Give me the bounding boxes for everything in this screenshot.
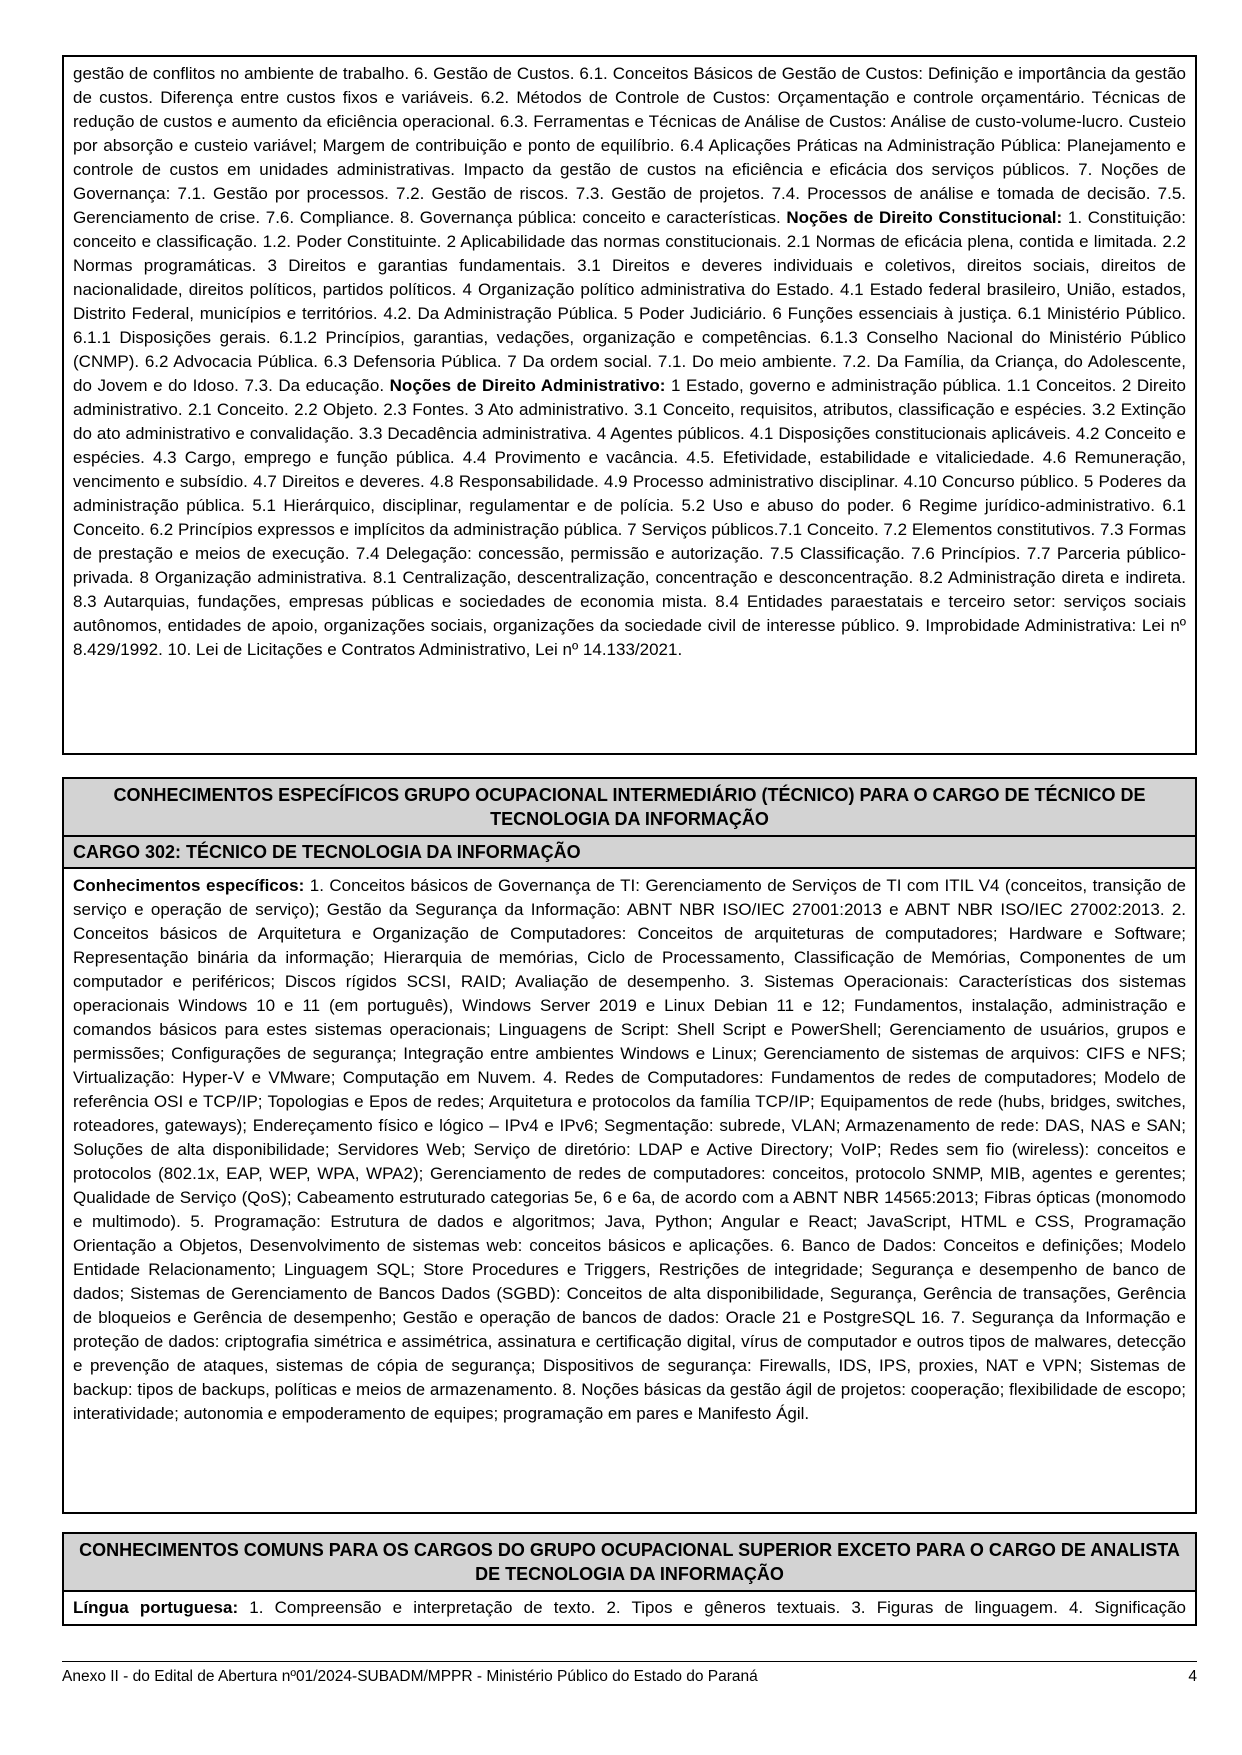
lingua-portuguesa-row: Língua portuguesa: 1. Compreensão e interpretação de texto. 2. Tipos e gêneros textuais. 3. Figuras de linguagem. 4. Significação: [64, 1592, 1195, 1624]
page-content: [62, 55, 1197, 1626]
cargo-302-row: CARGO 302: TÉCNICO DE TECNOLOGIA DA INFORMAÇÃO: [64, 837, 1195, 869]
table-conhecimentos-especificos-tecnico: [62, 777, 1197, 1514]
table-conhecimentos-comuns-superior: [62, 1532, 1197, 1626]
continuation-paragraph-box: gestão de conflitos no ambiente de trabalho. 6. Gestão de Custos. 6.1. Conceitos Básicos de Gestão de Custos: Definição e importância da gestão de custos. Diferença entre custos fixos e variáveis. 6.2. Métodos de Controle de Custos: Orçamentação e controle orçamentário. Técnicas de redução de custos e aumento da eficiência operacional. 6.3. Ferramentas e Técnicas de Análise de Custos: Análise de custo-volume-lucro. Custeio por absorção e custeio variável; Margem de contribuição e ponto de equilíbrio. 6.4 Aplicações Práticas na Administração Pública: Planejamento e controle de custos em unidades administrativas. Impacto da gestão de custos na eficiência e eficácia dos serviços públicos. 7. Noções de Governança: 7.1. Gestão por processos. 7.2. Gestão de riscos. 7.3. Gestão de projetos. 7.4. Processos de análise e tomada de decisão. 7.5. Gerenciamento de crise. 7.6. Compliance. 8. Governança pública: conceito e características. Noções de Direito Constitucional: 1. Constituição: conceito e classificação. 1.2. Poder Constituinte. 2 Aplicabilidade das normas constitucionais. 2.1 Normas de eficácia plena, contida e limitada. 2.2 Normas programáticas. 3 Direitos e garantias fundamentais. 3.1 Direitos e deveres individuais e coletivos, direitos sociais, direitos de nacionalidade, direitos políticos, partidos políticos. 4 Organização político administrativa do Estado. 4.1 Estado federal brasileiro, União, estados, Distrito Federal, municípios e territórios. 4.2. Da Administração Pública. 5 Poder Judiciário. 6 Funções essenciais à justiça. 6.1 Ministério Público. 6.1.1 Disposições gerais. 6.1.2 Princípios, garantias, vedações, organização e competências. 6.1.3 Conselho Nacional do Ministério Público (CNMP). 6.2 Advocacia Pública. 6.3 Defensoria Pública. 7 Da ordem social. 7.1. Do meio ambiente. 7.2. Da Família, da Criança, do Adolescente, do Jovem e do Idoso. 7.3. Da educação. Noções de Direito Administrativo: 1 Estado, governo e administração pública. 1.1 Conceitos. 2 Direito administrativo. 2.1 Conceito. 2.2 Objeto. 2.3 Fontes. 3 Ato administrativo. 3.1 Conceito, requisitos, atributos, classificação e espécies. 3.2 Extinção do ato administrativo e convalidação. 3.3 Decadência administrativa. 4 Agentes públicos. 4.1 Disposições constitucionais aplicáveis. 4.2 Conceito e espécies. 4.3 Cargo, emprego e função pública. 4.4 Provimento e vacância. 4.5. Efetividade, estabilidade e vitaliciedade. 4.6 Remuneração, vencimento e subsídio. 4.7 Direitos e deveres. 4.8 Responsabilidade. 4.9 Processo administrativo disciplinar. 4.10 Concurso público. 5 Poderes da administração pública. 5.1 Hierárquico, disciplinar, regulamentar e de polícia. 5.2 Uso e abuso do poder. 6 Regime jurídico-administrativo. 6.1 Conceito. 6.2 Princípios expressos e implícitos da administração pública. 7 Serviços públicos.7.1 Conceito. 7.2 Elementos constitutivos. 7.3 Formas de prestação e meios de execução. 7.4 Delegação: concessão, permissão e autorização. 7.5 Classificação. 7.6 Princípios. 7.7 Parceria público-privada. 8 Organização administrativa. 8.1 Centralização, descentralização, concentração e desconcentração. 8.2 Administração direta e indireta. 8.3 Autarquias, fundações, empresas públicas e sociedades de economia mista. 8.4 Entidades paraestatais e terceiro setor: serviços sociais autônomos, entidades de apoio, organizações sociais, organizações da sociedade civil de interesse público. 9. Improbidade Administrativa: Lei nº 8.429/1992. 10. Lei de Licitações e Contratos Administrativo, Lei nº 14.133/2021.: [62, 55, 1197, 755]
page-footer: [62, 1661, 1197, 1686]
section-header-conhecimentos-comuns: CONHECIMENTOS COMUNS PARA OS CARGOS DO GRUPO OCUPACIONAL SUPERIOR EXCETO PARA O CARGO DE ANALISTA DE TECNOLOGIA DA INFORMAÇÃO: [64, 1534, 1195, 1592]
footer-document-reference: Anexo II - do Edital de Abertura nº01/2024-SUBADM/MPPR - Ministério Público do Estado do Paraná: [62, 1668, 758, 1685]
section-header-conhecimentos-especificos: CONHECIMENTOS ESPECÍFICOS GRUPO OCUPACIONAL INTERMEDIÁRIO (TÉCNICO) PARA O CARGO DE TÉCNICO DE TECNOLOGIA DA INFORMAÇÃO: [64, 779, 1195, 837]
footer-page-number: 4: [1188, 1668, 1197, 1685]
conhecimentos-especificos-paragraph: Conhecimentos específicos: 1. Conceitos básicos de Governança de TI: Gerenciamento de Serviços de TI com ITIL V4 (conceitos, transição de serviço e operação de serviço); Gestão da Segurança da Informação: ABNT NBR ISO/IEC 27001:2013 e ABNT NBR ISO/IEC 27002:2013. 2. Conceitos básicos de Arquitetura e Organização de Computadores: Conceitos de arquiteturas de computadores; Hardware e Software; Representação binária da informação; Hierarquia de memórias, Ciclo de Processamento, Classificação de Memórias, Componentes de um computador e periféricos; Discos rígidos SCSI, RAID; Avaliação de desempenho. 3. Sistemas Operacionais: Características dos sistemas operacionais Windows 10 e 11 (em português), Windows Server 2019 e Linux Debian 11 e 12; Fundamentos, instalação, administração e comandos básicos para estes sistemas operacionais; Linguagens de Script: Shell Script e PowerShell; Gerenciamento de usuários, grupos e permissões; Configurações de segurança; Integração entre ambientes Windows e Linux; Gerenciamento de sistemas de arquivos: CIFS e NFS; Virtualização: Hyper-V e VMware; Computação em Nuvem. 4. Redes de Computadores: Fundamentos de redes de computadores; Modelo de referência OSI e TCP/IP; Topologias e Epos de redes; Arquitetura e protocolos da família TCP/IP; Equipamentos de rede (hubs, bridges, switches, roteadores, gateways); Endereçamento físico e lógico – IPv4 e IPv6; Segmentação: subrede, VLAN; Armazenamento de rede: DAS, NAS e SAN; Soluções de alta disponibilidade; Servidores Web; Serviço de diretório: LDAP e Active Directory; VoIP; Redes sem fio (wireless): conceitos e protocolos (802.1x, EAP, WEP, WPA, WPA2); Gerenciamento de redes de computadores: conceitos, protocolo SNMP, MIB, agentes e gerentes; Qualidade de Serviço (QoS); Cabeamento estruturado categorias 5e, 6 e 6a, de acordo com a ABNT NBR 14565:2013; Fibras ópticas (monomodo e multimodo). 5. Programação: Estrutura de dados e algoritmos; Java, Python; Angular e React; JavaScript, HTML e CSS, Programação Orientação a Objetos, Desenvolvimento de sistemas web: conceitos básicos e aplicações. 6. Banco de Dados: Conceitos e definições; Modelo Entidade Relacionamento; Linguagem SQL; Store Procedures e Triggers, Restrições de integridade; Segurança e desempenho de banco de dados; Sistemas de Gerenciamento de Bancos Dados (SGBD): Conceitos de alta disponibilidade, Segurança, Gerência de transações, Gerência de bloqueios e Gerência de desempenho; Gestão e operação de bancos de dados: Oracle 21 e PostgreSQL 16. 7. Segurança da Informação e proteção de dados: criptografia simétrica e assimétrica, assinatura e certificação digital, vírus de computador e outros tipos de malwares, detecção e prevenção de ataques, sistemas de cópia de segurança; Dispositivos de segurança: Firewalls, IDS, IPS, proxies, NAT e VPN; Sistemas de backup: tipos de backups, políticas e meios de armazenamento. 8. Noções básicas da gestão ágil de projetos: cooperação; flexibilidade de escopo; interatividade; autonomia e empoderamento de equipes; programação em pares e Manifesto Ágil.: [64, 869, 1195, 1512]
